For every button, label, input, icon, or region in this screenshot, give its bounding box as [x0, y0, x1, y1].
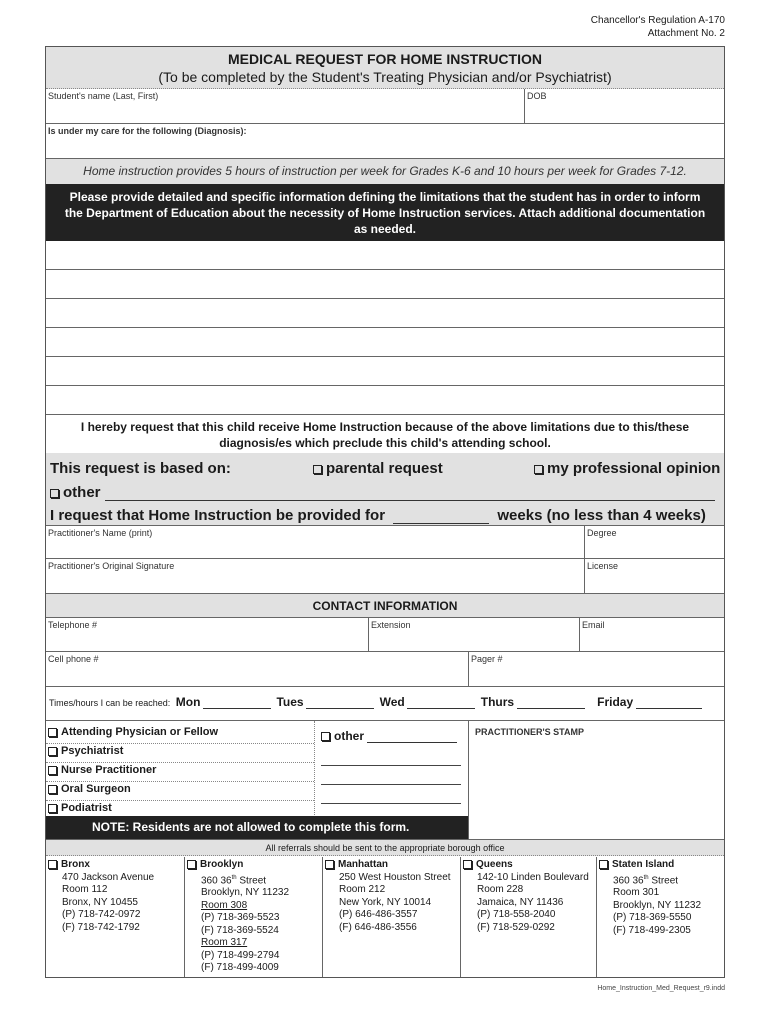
boroughs-row [46, 857, 724, 977]
divider [579, 618, 580, 651]
signature-label: Practitioner's Original Signature [48, 561, 175, 571]
student-row [46, 89, 724, 124]
checkbox[interactable] [325, 860, 334, 869]
role-other[interactable]: other [321, 729, 457, 743]
diagnosis-label: Is under my care for the following (Diagnosis): [48, 126, 247, 136]
times-line [49, 695, 702, 709]
divider [468, 652, 469, 686]
other-line[interactable] [105, 488, 715, 501]
mon-input[interactable] [203, 696, 271, 709]
signature-row[interactable] [46, 559, 724, 594]
medical-request-form [45, 46, 725, 978]
checkbox[interactable] [187, 860, 196, 869]
cell-row[interactable] [46, 652, 724, 687]
tues-input[interactable] [306, 696, 374, 709]
contact-title: CONTACT INFORMATION [46, 594, 724, 618]
role-oral-surgeon[interactable]: Oral Surgeon [48, 783, 131, 795]
practitioner-name-label: Practitioner's Name (print) [48, 528, 153, 538]
friday-label: Friday [597, 695, 634, 709]
pager-label: Pager # [471, 654, 503, 664]
email-label: Email [582, 620, 605, 630]
checkbox[interactable] [48, 804, 57, 813]
divider [524, 89, 525, 123]
limitation-line-3[interactable] [46, 299, 724, 328]
attachment-ref: Attachment No. 2 [647, 28, 725, 39]
regulation-ref: Chancellor's Regulation A-170 [590, 15, 725, 26]
other-line-3[interactable] [321, 784, 461, 785]
referrals-note: All referrals should be sent to the appropriate borough office [46, 839, 724, 856]
based-on-block [46, 453, 724, 525]
mon-label: Mon [175, 695, 201, 709]
telephone-label: Telephone # [48, 620, 98, 630]
dob-label: DOB [527, 91, 547, 101]
divider [46, 800, 314, 801]
other-option[interactable]: other [50, 484, 720, 501]
times-label: Times/hours I can be reached: [49, 698, 171, 708]
friday-input[interactable] [636, 696, 702, 709]
checkbox[interactable] [463, 860, 472, 869]
diagnosis-row[interactable] [46, 124, 724, 159]
hours-note: Home instruction provides 5 hours of instruction per week for Grades K-6 and 10 hours per week for Grades 7-12. [46, 159, 724, 184]
limitation-line-4[interactable] [46, 328, 724, 357]
telephone-row[interactable] [46, 618, 724, 652]
residents-note: NOTE: Residents are not allowed to complete this form. [46, 816, 468, 839]
divider [46, 781, 314, 782]
footer-filename: Home_Instruction_Med_Request_r9.indd [597, 985, 725, 992]
other-checkbox[interactable] [50, 489, 59, 498]
role-psychiatrist[interactable]: Psychiatrist [48, 745, 123, 757]
header-block [591, 14, 725, 40]
based-on-label: This request is based on: [50, 460, 231, 477]
other-line-2[interactable] [321, 765, 461, 766]
times-row [46, 687, 724, 721]
checkbox[interactable] [321, 732, 330, 741]
parental-request-option[interactable]: parental request [313, 460, 443, 477]
checkbox[interactable] [48, 785, 57, 794]
weeks-request: I request that Home Instruction be provided for weeks (no less than 4 weeks) [50, 507, 706, 524]
role-other-line[interactable] [367, 730, 457, 743]
license-label: License [587, 561, 619, 571]
role-nurse-practitioner[interactable]: Nurse Practitioner [48, 764, 156, 776]
limitation-line-2[interactable] [46, 270, 724, 299]
borough-brooklyn: Brooklyn 360 36th Street Brooklyn, NY 11232 Room 308 (P) 718-369-5523 (F) 718-369-5524 Room 317 (P) 718-499-2794 (F) 718-499-4009 [185, 857, 322, 973]
thurs-input[interactable] [517, 696, 585, 709]
borough-manhattan: Manhattan 250 West Houston Street Room 212 New York, NY 10014 (P) 646-486-3557 (F) 646-486-3556 [323, 857, 460, 973]
limitation-line-1[interactable] [46, 241, 724, 270]
stamp-label: PRACTITIONER'S STAMP [475, 727, 584, 737]
divider [314, 721, 315, 815]
form-subtitle: (To be completed by the Student's Treating Physician and/or Psychiatrist) [158, 69, 612, 85]
limitation-line-5[interactable] [46, 357, 724, 386]
divider [584, 526, 585, 558]
degree-label: Degree [587, 528, 617, 538]
form-title-block [46, 47, 724, 89]
wed-label: Wed [379, 695, 405, 709]
professional-checkbox[interactable] [534, 465, 543, 474]
borough-queens: Queens 142-10 Linden Boulevard Room 228 Jamaica, NY 11436 (P) 718-558-2040 (F) 718-529-0292 [461, 857, 596, 973]
form-title: MEDICAL REQUEST FOR HOME INSTRUCTION [228, 51, 542, 67]
divider [584, 559, 585, 593]
other-line-4[interactable] [321, 803, 461, 804]
professional-opinion-option[interactable]: my professional opinion [534, 460, 720, 477]
checkbox[interactable] [48, 747, 57, 756]
weeks-input-line[interactable] [393, 511, 489, 524]
thurs-label: Thurs [480, 695, 515, 709]
checkbox[interactable] [48, 766, 57, 775]
divider [368, 618, 369, 651]
checkbox[interactable] [48, 728, 57, 737]
tues-label: Tues [276, 695, 304, 709]
checkbox[interactable] [599, 860, 608, 869]
parental-checkbox[interactable] [313, 465, 322, 474]
checkbox[interactable] [48, 860, 57, 869]
wed-input[interactable] [407, 696, 475, 709]
borough-staten-island: Staten Island 360 36th Street Room 301 Brooklyn, NY 11232 (P) 718-369-5550 (F) 718-499-2305 [597, 857, 724, 973]
role-attending[interactable]: Attending Physician or Fellow [48, 726, 218, 738]
divider [468, 721, 469, 839]
limitations-note: Please provide detailed and specific information defining the limitations that the student has in order to inform the Department of Education about the necessity of Home Instruction services. Attach additional documentation as needed. [46, 184, 724, 241]
divider [46, 743, 314, 744]
borough-bronx: Bronx 470 Jackson Avenue Room 112 Bronx, NY 10455 (P) 718-742-0972 (F) 718-742-1792 [46, 857, 184, 973]
extension-label: Extension [371, 620, 411, 630]
request-statement: I hereby request that this child receive Home Instruction because of the above limitations due to this/these diagnosis/es which preclude this child's attending school. [80, 420, 690, 450]
practitioner-name-row[interactable] [46, 525, 724, 559]
roles-block [46, 721, 724, 839]
student-name-label: Student's name (Last, First) [48, 91, 159, 101]
role-podiatrist[interactable]: Podiatrist [48, 802, 112, 814]
cell-label: Cell phone # [48, 654, 99, 664]
divider [46, 762, 314, 763]
limitation-line-6[interactable] [46, 386, 724, 415]
